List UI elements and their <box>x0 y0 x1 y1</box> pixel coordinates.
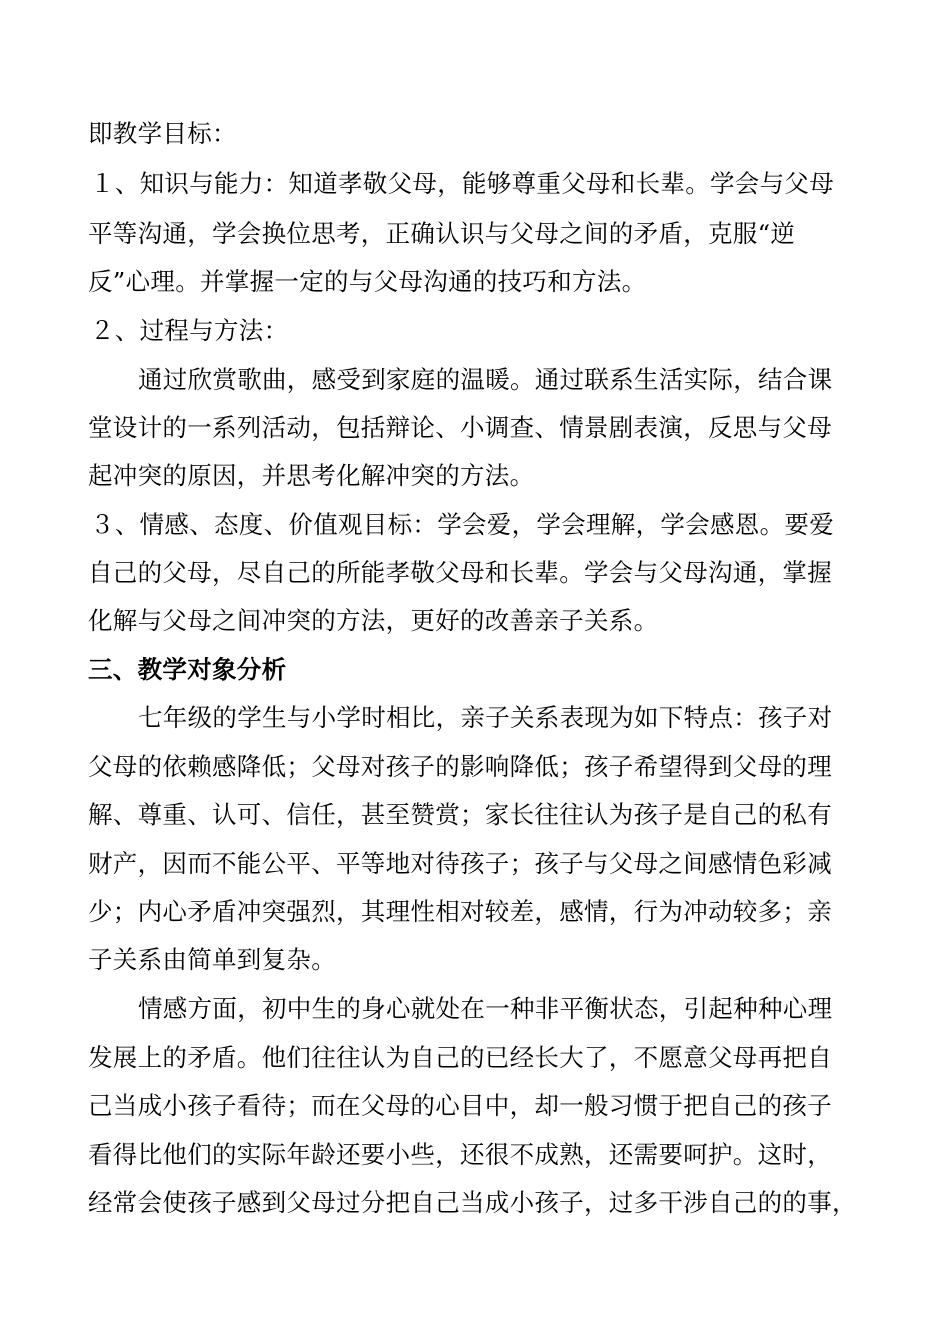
text-line: 自己的父母，尽自己的所能孝敬父母和长辈。学会与父母沟通，掌握 <box>88 558 832 587</box>
text-line: 解、尊重、认可、信任，甚至赞赏；家长往往认为孩子是自己的私有 <box>88 800 832 829</box>
paragraph-first-line: 通过欣赏歌曲，感受到家庭的温暖。通过联系生活实际，结合课 <box>138 365 833 394</box>
paragraph-first-line: 情感方面，初中生的身心就处在一种非平衡状态，引起种种心理 <box>138 994 833 1023</box>
text-line: 己当成小孩子看待；而在父母的心目中，却一般习惯于把自己的孩子 <box>88 1091 832 1120</box>
text-line: 看得比他们的实际年龄还要小些，还很不成熟，还需要呵护。这时， <box>88 1140 832 1169</box>
text-line: 平等沟通，学会换位思考，正确认识与父母之间的矛盾，克服“逆 <box>88 219 796 248</box>
text-line: 少；内心矛盾冲突强烈，其理性相对较差，感情，行为冲动较多；亲 <box>88 897 832 926</box>
paragraph-first-line: 七年级的学生与小学时相比，亲子关系表现为如下特点：孩子对 <box>138 703 833 732</box>
objective-1-line: １、知识与能力：知道孝敬父母，能够尊重父母和长辈。学会与父母 <box>90 169 834 198</box>
text-line: 发展上的矛盾。他们往往认为自己的已经长大了，不愿意父母再把自 <box>88 1043 832 1072</box>
text-line: 起冲突的原因，并思考化解冲突的方法。 <box>88 461 535 490</box>
text-line: 即教学目标： <box>88 119 237 148</box>
text-line: 经常会使孩子感到父母过分把自己当成小孩子，过多干涉自己的的事， <box>88 1188 857 1217</box>
text-line: 化解与父母之间冲突的方法，更好的改善亲子关系。 <box>88 606 659 635</box>
objective-2-line: ２、过程与方法： <box>90 316 289 345</box>
text-line: 父母的依赖感降低；父母对孩子的影响降低；孩子希望得到父母的理 <box>88 752 832 781</box>
section-heading: 三、教学对象分析 <box>88 655 287 684</box>
text-line: 堂设计的一系列活动，包括辩论、小调查、情景剧表演，反思与父母 <box>88 413 832 442</box>
text-line: 财产，因而不能公平、平等地对待孩子；孩子与父母之间感情色彩减 <box>88 849 832 878</box>
text-line: 反”心理。并掌握一定的与父母沟通的技巧和方法。 <box>88 267 647 296</box>
objective-3-line: ３、情感、态度、价值观目标：学会爱，学会理解，学会感恩。要爱 <box>90 510 834 539</box>
text-line: 子关系由简单到复杂。 <box>88 945 336 974</box>
